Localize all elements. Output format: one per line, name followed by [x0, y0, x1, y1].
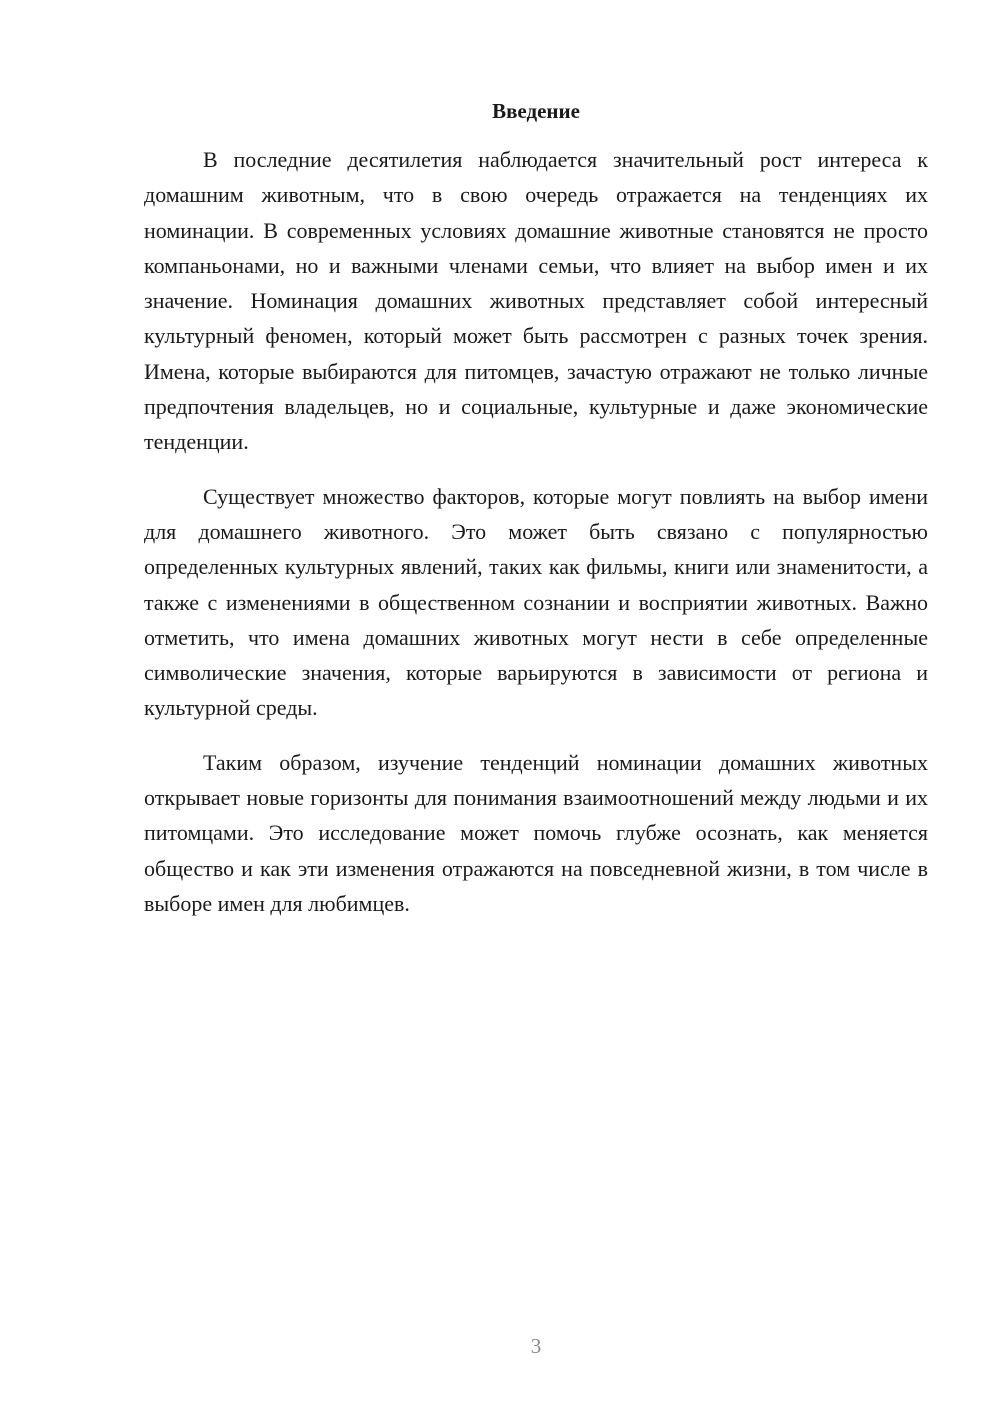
body-text: [144, 142, 928, 921]
page-number: 3: [530, 1334, 542, 1358]
section-title: Введение: [492, 99, 580, 123]
paragraph-1: В последние десятилетия наблюдается значительный рост интереса к домашним животным, что в свою очередь отражается на тенденциях их номинации. В современных условиях домашние животные становятся не просто компаньонами, но и важными членами семьи, что влияет на выбор имен и их значение. Номинация домашних животных представляет собой интересный культурный феномен, который может быть рассмотрен с разных точек зрения. Имена, которые выбираются для питомцев, зачастую отражают не только личные предпочтения владельцев, но и социальные, культурные и даже экономические тенденции.: [144, 147, 928, 455]
paragraph-2: Существует множество факторов, которые могут повлиять на выбор имени для домашнего животного. Это может быть связано с популярностью определенных культурных явлений, таких как фильмы, книги или знаменитости, а также с изменениями в общественном сознании и восприятии животных. Важно отметить, что имена домашних животных могут нести в себе определенные символические значения, которые варьируются в зависимости от региона и культурной среды.: [144, 483, 928, 721]
paragraph-3: Таким образом, изучение тенденций номинации домашних животных открывает новые горизонты для понимания взаимоотношений между людьми и их питомцами. Это исследование может помочь глубже осознать, как меняется общество и как эти изменения отражаются на повседневной жизни, в том числе в выборе имен для любимцев.: [144, 749, 928, 916]
